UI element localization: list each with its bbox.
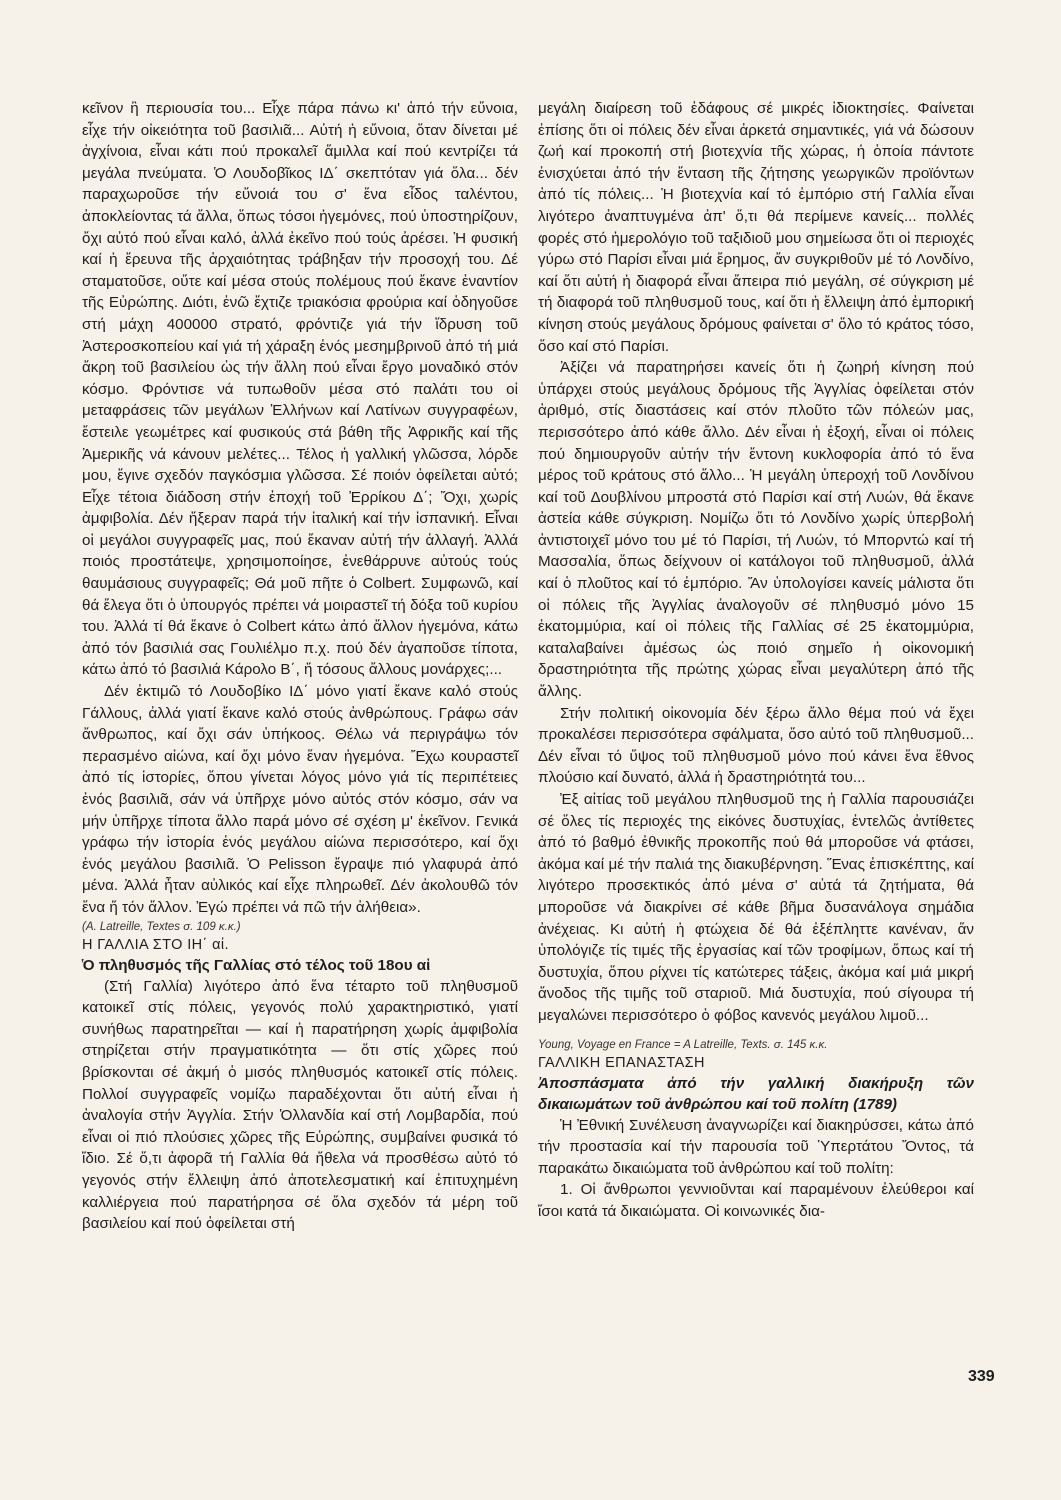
paragraph: Ἀξίζει νά παρατηρήσει κανείς ὅτι ἡ ζωηρή κίνηση πού ὑπάρχει στούς μεγάλους δρόμους τῆς Ἀγγλίας ὀφείλεται στόν ἀριθμό, στίς διαστάσεις καί στόν πλοῦτο τῶν πόλεών μας, περισσότερο ἀπό κάθε ἄλλο. Δέν εἶναι ἡ ἐξοχή, εἶναι οἱ πόλεις πού δημιουργοῦν αὐτήν τήν ἔντονη κυκλοφορία ἀπό τό ἕνα μέρος τοῦ κράτους στό ἄλλο... Ἡ μεγάλη ὑπεροχή τοῦ Λονδίνου καί τοῦ Δουβλίνου μπροστά στό Παρίσι καί στή Λυών, θά ἔκανε ἀστεία κάθε σύγκριση. Νομίζω ὅτι τό Λονδίνο χωρίς ὑπερβολή ἀντιστοιχεῖ μόνο του μέ τό Παρίσι, τή Λυών, τό Μπορντώ καί τή Μασσαλία, ὅπως δείχνουν οἱ κατάλογοι τοῦ πληθυσμοῦ, ἀλλά καί ὁ πλοῦτος καί τό ἐμπόριο. Ἄν ὑπολογίσει κανείς μάλιστα ὅτι οἱ πόλεις τῆς Ἀγγλίας ἀναλογοῦν σέ πληθυσμό μόνο 15 ἑκατομμύρια, καί οἱ πόλεις τῆς Γαλλίας σέ 25 ἑκατομμύρια, καταλαβαίνει ἀμέσως ὡς ποιό σημεῖο ἡ οἰκονομική δραστηριότητα τῆς πρώτης χώρας εἶναι μεγαλύτερη ἀπό τῆς ἄλλης.	[538, 359, 974, 701]
paragraph: Στήν πολιτική οἰκονομία δέν ξέρω ἄλλο θέμα πού νά ἔχει προκαλέσει περισσότερα σφάλματα, ὅσο αὐτό τοῦ πληθυσμοῦ... Δέν εἶναι τό ὕψος τοῦ πληθυσμοῦ μόνο πού κάνει ἕνα ἔθνος πλούσιο καί δυνατό, ἀλλά ἡ δραστηριότητά του...	[538, 704, 974, 787]
paragraph: Ἡ Ἐθνική Συνέλευση ἀναγνωρίζει καί διακηρύσσει, κάτω ἀπό τήν προστασία καί τήν παρουσία τοῦ Ὑπερτάτου Ὄντος, τά παρακάτω δικαιώματα τοῦ ἀνθρώπου καί τοῦ πολίτη:	[538, 1116, 974, 1177]
section-heading: ΓΑΛΛΙΚΗ ΕΠΑΝΑΣΤΑΣΗ	[538, 1054, 705, 1071]
paragraph: κεῖνον ἢ περιουσία του... Εἶχε πάρα πάνω κι' ἀπό τήν εὔνοια, εἶχε τήν οἰκειότητα τοῦ βασιλιᾶ... Αὐτή ἡ εὔνοια, ὅταν δίνεται μέ ἀγχίνοια, εἶναι κάτι πού προκαλεῖ ἅμιλλα καί πού κεντρίζει τά μεγάλα πνεύματα. Ὁ Λουδοβῖκος ΙΔ΄ σκεπτόταν γιά ὅλα... δέν παραχωροῦσε τήν εὔνοιά του σ' ἕνα εἶδος ταλέντου, ἀποκλείοντας τά ἄλλα, ὅπως τόσοι ἡγεμόνες, πού ὑποστηρίζουν, ὄχι αὐτό πού εἶναι καλό, ἀλλά ἐκεῖνο πού τούς ἀρέσει. Ἡ φυσική καί ἡ ἔρευνα τῆς ἀρχαιότητας τράβηξαν τήν προσοχή του. Δέ σταματοῦσε, οὔτε καί μέσα στούς πολέμους πού ἔκανε ἐναντίον τῆς Εὐρώπης. Διότι, ἐνῶ ἔχτιζε τριακόσια φρούρια καί ὁδηγοῦσε στή μάχη 400000 στρατό, φρόντιζε γιά τήν ἵδρυση τοῦ Ἀστεροσκοπείου καί γιά τή χάραξη ἑνός μεσημβρινοῦ ἀπό τή μιά ἄκρη τοῦ βασιλείου ὡς τήν ἄλλη πού εἶναι ἔργο μοναδικό στόν κόσμο. Φρόντισε νά τυπωθοῦν μέσα στό παλάτι του οἱ μεταφράσεις τῶν μεγάλων Ἑλλήνων καί Λατίνων συγγραφέων, ἔστειλε γεωμέτρες καί φυσικούς στά βάθη τῆς Ἀφρικῆς καί τῆς Ἀμερικῆς νά κάνουν μελέτες... Τέλος ἡ γαλλική γλῶσσα, λόρδε μου, ἔγινε σχεδόν παγκόσμια γλῶσσα. Σέ ποιόν ὀφείλεται αὐτό; Εἶχε τέτοια διάδοση στήν ἐποχή τοῦ Ἐρρίκου Δ΄; Ὄχι, χωρίς ἀμφιβολία. Δέν ἤξεραν παρά τήν ἰταλική καί τήν ἱσπανική. Εἶναι οἱ μεγάλοι συγγραφεῖς μας, πού ἔκαναν αὐτή τήν ἀλλαγή. Ἀλλά ποιός προστάτεψε, χρησιμοποίησε, ἐνεθάρρυνε αὐτούς τούς θαυμάσιους συγγραφεῖς; Θά μοῦ πῆτε ὁ Colbert. Συμφωνῶ, καί θά ἔλεγα ὅτι ὁ ὑπουργός πρέπει νά μοιραστεῖ τή δόξα τοῦ κυρίου του. Ἀλλά τί θά ἔκανε ὁ Colbert κάτω ἀπό ἄλλον ἡγεμόνα, κάτω ἀπό τόν βασιλιά σας Γουλιέλμο π.χ. πού δέν ἀγαποῦσε τίποτα, κάτω ἀπό τό βασιλιά Κάρολο Β΄, ἤ τόσους ἄλλους μονάρχες;...	[82, 100, 518, 679]
paragraph: μεγάλη διαίρεση τοῦ ἐδάφους σέ μικρές ἰδιοκτησίες. Φαίνεται ἐπίσης ὅτι οἱ πόλεις δέν εἶναι ἀρκετά σημαντικές, γιά νά δώσουν ζωή καί προκοπή στή βιοτεχνία τῆς χώρας, ἡ ὁποία πάντοτε ἐνισχύεται ἀπό τήν ἔνταση τῆς ζήτησης γεωργικῶν προϊόντων ἀπό τίς πόλεις... Ἡ βιοτεχνία καί τό ἐμπόριο στή Γαλλία εἶναι λιγότερο ἀναπτυγμένα ἀπ' ὅ,τι θά περίμενε κανείς... πολλές φορές στό ἡμερολόγιο τοῦ ταξιδιοῦ μου σημείωσα ὅτι οἱ περιοχές γύρω στό Παρίσι εἶναι μιά ἔρημος, ἄν συγκριθοῦν μέ τό Λονδίνο, καί ὅτι αὐτή ἡ διαφορά εἶναι ἄπειρα πιό μεγάλη, σέ σύγκριση μέ τή διαφορά τοῦ πληθυσμοῦ τους, καί ὅτι ἡ ἔλλειψη ἀπό ἐμπορική κίνηση στούς μεγάλους δρόμους φαίνεται σ' ὅλο τό κράτος τόσο, ὅσο καί στό Παρίσι.	[538, 100, 974, 355]
right-column	[538, 98, 974, 1223]
subheading: Ὁ πληθυσμός τῆς Γαλλίας στό τέλος τοῦ 18ου αἰ	[82, 956, 431, 974]
left-column	[82, 98, 518, 1235]
source-citation: Young, Voyage en France = A Latreille, Texts. σ. 145 κ.κ.	[538, 1038, 828, 1051]
source-citation: (A. Latreille, Textes σ. 109 κ.κ.)	[82, 920, 241, 933]
paragraph: Ἐξ αἰτίας τοῦ μεγάλου πληθυσμοῦ της ἡ Γαλλία παρουσιάζει σέ ὅλες τίς περιοχές της εἰκόνες δυστυχίας, ἐντελῶς ἀντίθετες ἀπό τό βαθμό ἐθνικῆς προκοπῆς πού θά μποροῦσε νά φτάσει, ἀκόμα καί μέ τήν παλιά της διακυβέρνηση. Ἕνας ἐπισκέπτης, καί λιγότερο προσεκτικός ἀπό μένα σ' αὐτά τά ζητήματα, θά μποροῦσε νά διακρίνει σέ κάθε βῆμα δυσανάλογα σημάδια ἀνέχειας. Κι αὐτή ἡ φτώχεια δέ θά ἐξέπληττε κανέναν, ἄν ὑπολόγιζε τίς τιμές τῆς ἐργασίας καί τῶν τροφίμων, ὅπως καί τή δυστυχία, ὅπου ρίχνει τίς κατώτερες τάξεις, ἀκόμα καί μιά μικρή ἄνοδος τῆς τιμῆς τοῦ σταριοῦ. Μιά δυστυχία, πού σίγουρα τή μεγαλώνει περισσότερο ὁ φόβος κανενός μεγάλου λιμοῦ...	[538, 791, 974, 1024]
subheading: Ἀποσπάσματα ἀπό τήν γαλλική διακήρυξη τῶν δικαιωμάτων τοῦ ἀνθρώπου καί τοῦ πολίτη (1789)	[538, 1074, 974, 1113]
section-heading: Η ΓΑΛΛΙΑ ΣΤΟ ΙΗ΄ αἰ.	[82, 936, 229, 953]
paragraph: Δέν ἐκτιμῶ τό Λουδοβίκο ΙΔ΄ μόνο γιατί ἔκανε καλό στούς Γάλλους, ἀλλά γιατί ἔκανε καλό στούς ἀνθρώπους. Γράφω σάν ἄνθρωπος, καί ὄχι σάν ὑπήκοος. Θέλω νά περιγράψω τόν περασμένο αἰώνα, καί ὄχι μόνο ἕναν ἡγεμόνα. Ἔχω κουραστεῖ ἀπό τίς ἱστορίες, ὅπου γίνεται λόγος μόνο γιά τίς περιπέτειες ἑνός βασιλιᾶ, σάν νά ὑπῆρχε μόνο αὐτός στόν κόσμο, σάν να μήν ὑπῆρχε τίποτα ἄλλο παρά μόνο σέ σχέση μ' ἐκεῖνον. Γενικά γράφω τήν ἱστορία ἑνός μεγάλου αἰώνα περισσότερο, καί ὄχι ἑνός μεγάλου βασιλιᾶ. Ὁ Pelisson ἔγραψε πιό γλαφυρά ἀπό μένα. Ἀλλά ἦταν αὐλικός καί εἶχε πληρωθεῖ. Δέν ἀκολουθῶ τόν ἕνα ἤ τόν ἄλλον. Ἐγώ πρέπει νά πῶ τήν ἀλήθεια».	[82, 683, 518, 916]
paragraph: 1. Οἱ ἄνθρωποι γεννιοῦνται καί παραμένουν ἐλεύθεροι καί ἴσοι κατά τά δικαιώματα. Οἱ κοινωνικές δια-	[538, 1181, 974, 1220]
page-number: 339	[968, 1368, 995, 1385]
paragraph: (Στή Γαλλία) λιγότερο ἀπό ἕνα τέταρτο τοῦ πληθυσμοῦ κατοικεῖ στίς πόλεις, γεγονός πολύ χαρακτηριστικό, γιατί συνήθως παρατηρεῖται — καί ἡ παρατήρηση χωρίς ἀμφιβολία στηρίζεται στήν πραγματικότητα — ὅτι στίς χῶρες πού βρίσκονται σέ ἀκμή ὁ μισός πληθυσμός κατοικεῖ στίς πόλεις. Πολλοί συγγραφεῖς νομίζω παραδέχονται ὅτι αὐτή εἶναι ἡ ἀναλογία στήν Ἀγγλία. Στήν Ὁλλανδία καί στή Λομβαρδία, πού εἶναι οἱ πιό πλούσιες χῶρες τῆς Εὐρώπης, συμβαίνει φυσικά τό ἴδιο. Σέ ὅ,τι ἀφορᾶ τή Γαλλία θά ἤθελα νά προσθέσω αὐτό τό γεγονός στήν ἔλλειψη ἀπό ἀποτελεσματική καί ἐπιτυχημένη καλλιέργεια πού παρατήρησα σέ ὅλα σχεδόν τά μέρη τοῦ βασιλείου καί πού ὀφείλεται στή	[82, 977, 518, 1233]
